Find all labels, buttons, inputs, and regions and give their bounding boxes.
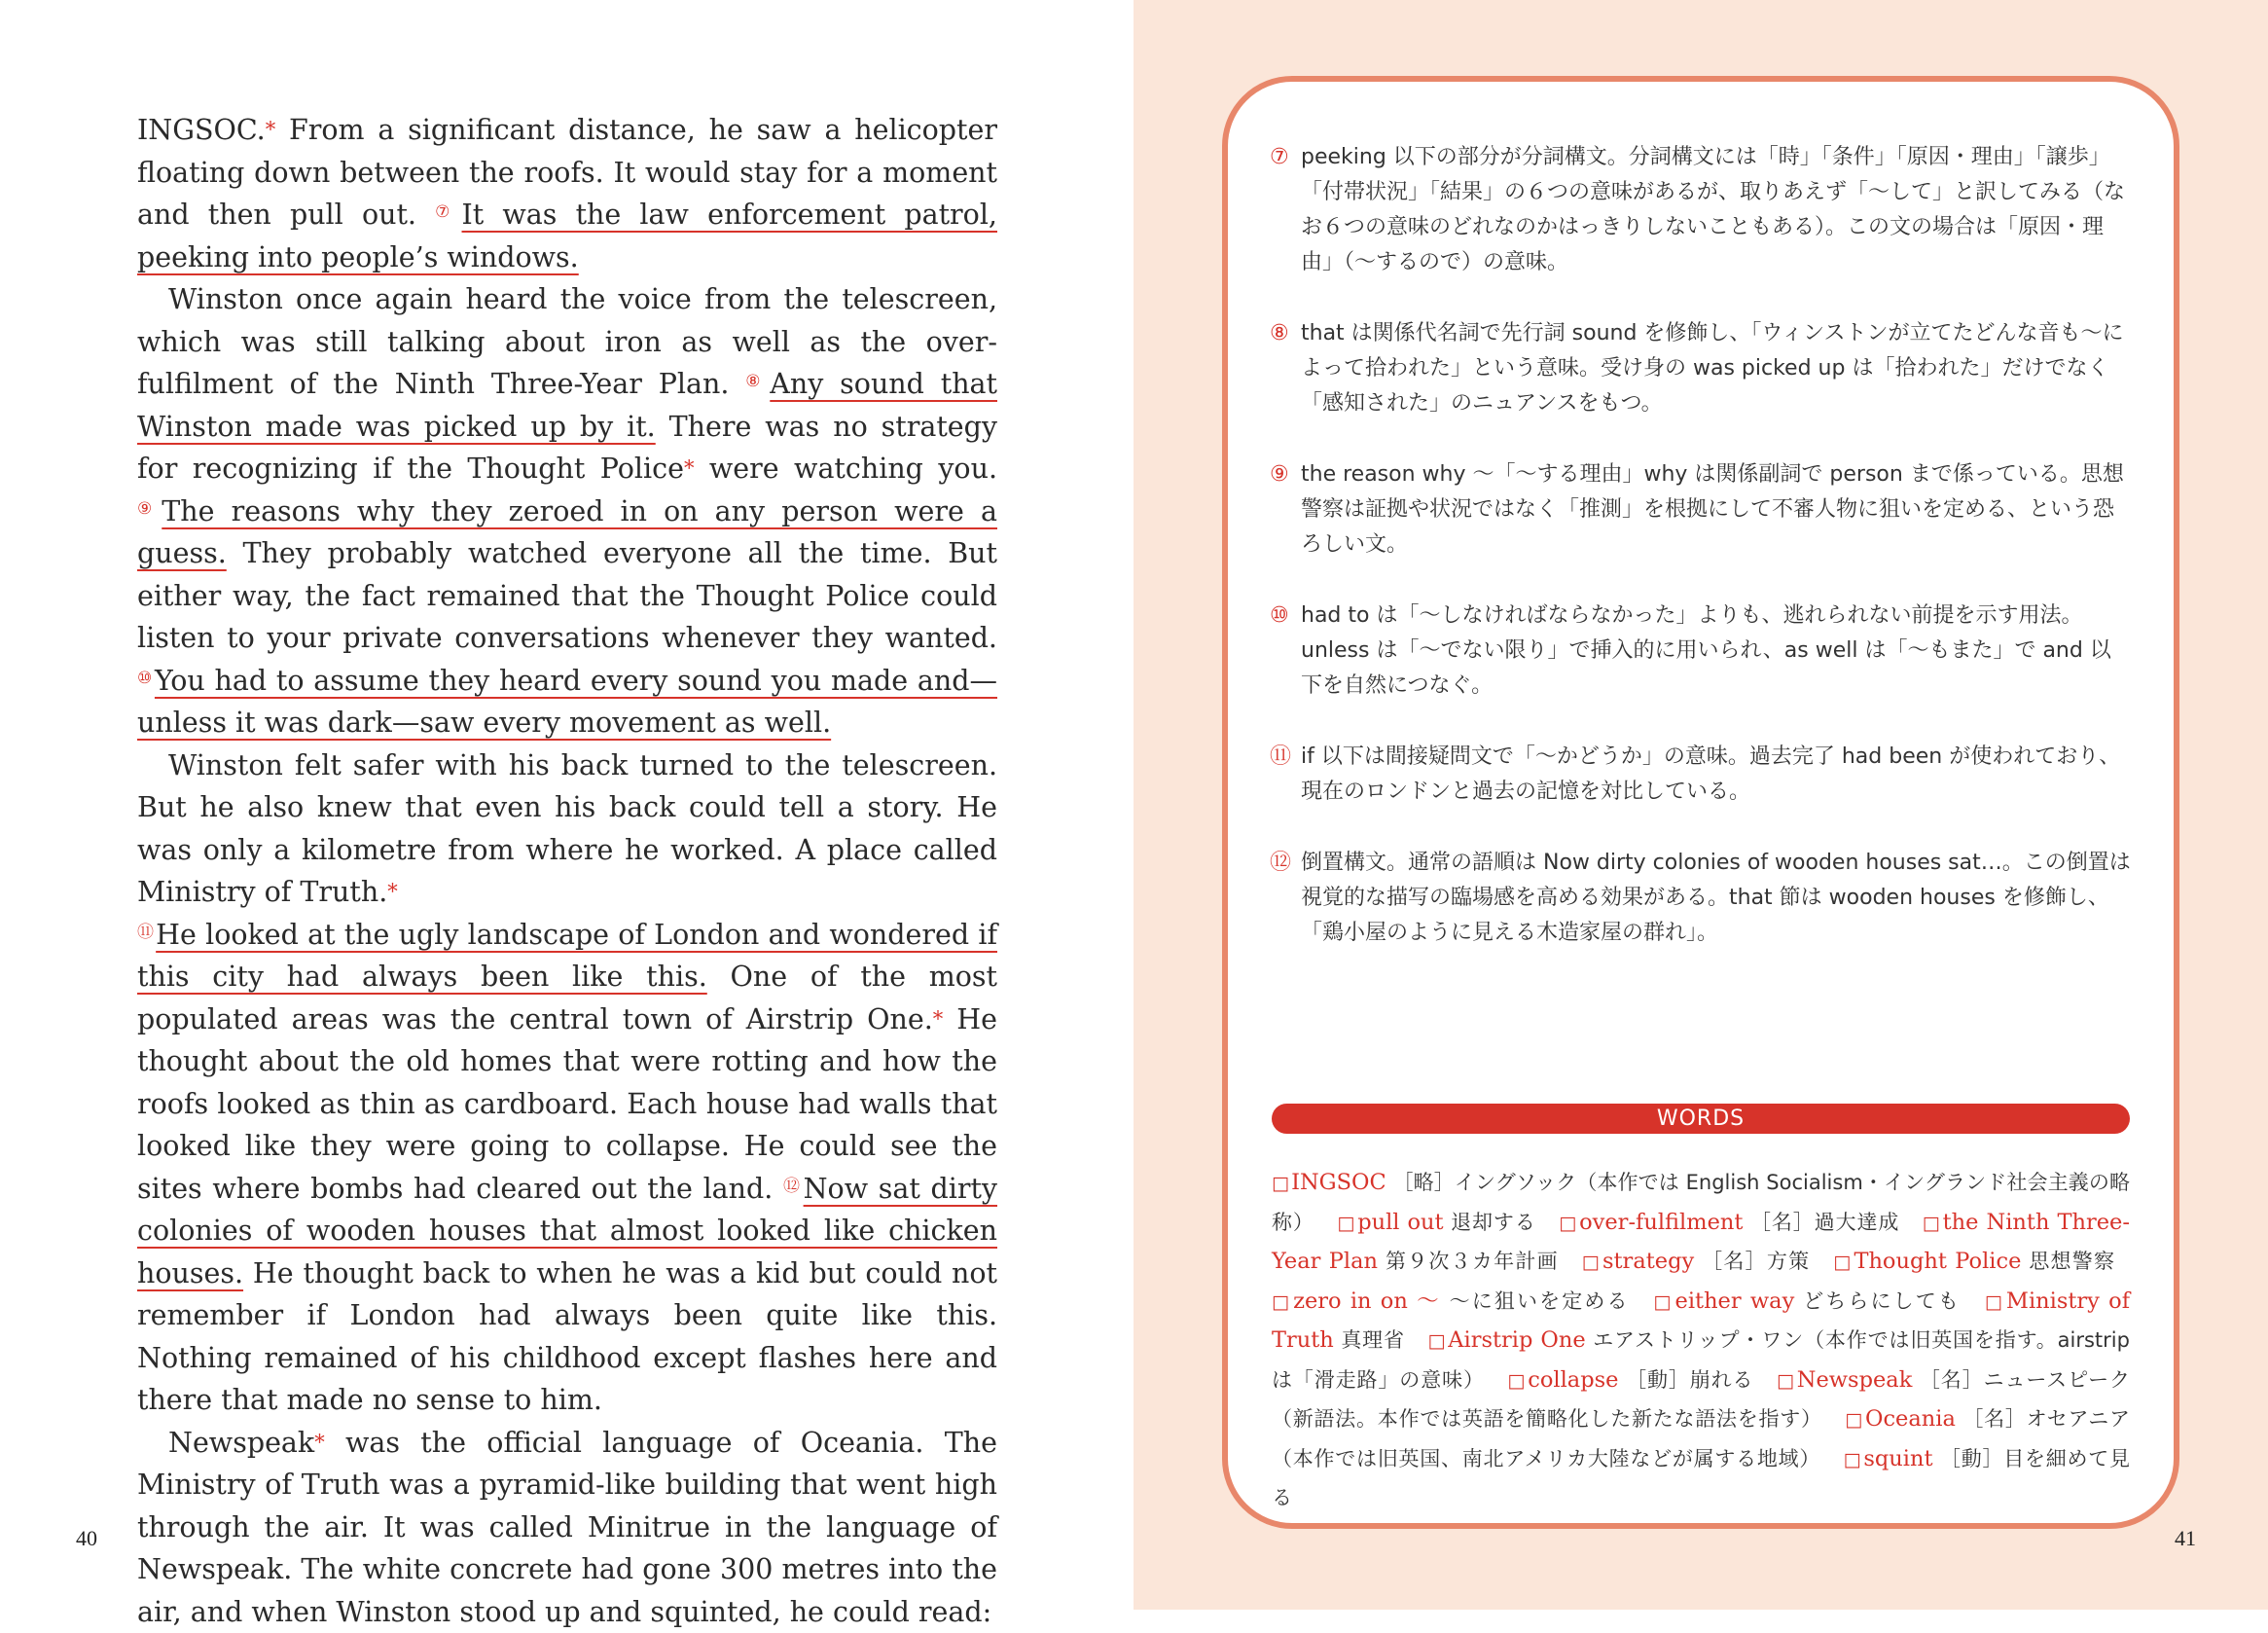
- text-run: He thought back to when he was a kid but could not remember if London had always been quite like this. Nothing remained of his childhood except flashes here and there that made no sense to him.: [137, 1257, 997, 1417]
- text-run: They probably watched everyone all the time. But either way, the fact remained that the Thought Police could listen to your private conversations whenever they wanted.: [137, 537, 997, 654]
- word-definition: エアストリップ・ワン（本作では旧英国を指す。airstrip は「滑走路」の意味）: [1272, 1328, 2130, 1392]
- word-definition: 真理省: [1341, 1328, 1405, 1352]
- word-term: □ the Ninth Three-Year Plan: [1272, 1210, 2130, 1275]
- story-paragraph: [137, 1422, 997, 1633]
- word-term: □ strategy: [1582, 1249, 1694, 1274]
- marker-10: ⑩: [137, 669, 153, 688]
- story-text: [137, 109, 997, 1633]
- marker-9: ⑨: [137, 499, 160, 519]
- text-run: was the official language of Oceania. The Ministry of Truth was a pyramid-like building that went high through the air. It was called Minitrue in the language of Newspeak. The white concrete had gone 300 metres into the air, and when Winston stood up and squinted, he could read:: [137, 1427, 997, 1628]
- note-item: [1270, 599, 2131, 704]
- note-number: ⑦: [1270, 140, 1301, 280]
- underlined-sentence-8: Any sound that Winston made was picked up by it.: [137, 368, 997, 443]
- note-text: if 以下は間接疑問文で「～かどうか」の意味。過去完了 had been が使われており、現在のロンドンと過去の記憶を対比している。: [1301, 740, 2131, 810]
- word-definition: ［名］ニュースピーク（新語法。本作では英語を簡略化した新たな語法を指す）: [1272, 1368, 2130, 1432]
- word-definition: 思想警察: [2029, 1250, 2114, 1273]
- word-term: □ squint: [1844, 1446, 1933, 1471]
- word-term: □ Newspeak: [1777, 1367, 1912, 1393]
- note-text: the reason why ～「～する理由」why は関係副詞で person まで係っている。思想警察は証拠や状況ではなく「推測」を根拠にして不審人物に狙いを定める、という恐ろしい文。: [1301, 457, 2131, 562]
- word-definition: ～に狙いを定める: [1450, 1289, 1630, 1313]
- word-term: □ Airstrip One: [1427, 1327, 1585, 1353]
- note-item: [1270, 316, 2131, 421]
- note-text: had to は「～しなければならなかった」よりも、逃れられない前提を示す用法。unless は「～でない限り」で挿入的に用いられ、as well は「～もまた」で and 以下を自然につなぐ。: [1301, 599, 2131, 704]
- word-definition: ［名］方策: [1702, 1250, 1810, 1273]
- marker-12: ⑫: [783, 1177, 802, 1196]
- marker-7: ⑦: [435, 202, 459, 222]
- note-item: [1270, 740, 2131, 810]
- story-paragraph: [137, 278, 997, 744]
- word-term: □ Thought Police: [1833, 1249, 2021, 1274]
- word-term: □ over-fulfilment: [1559, 1210, 1743, 1235]
- word-definition: ［名］過大達成: [1750, 1211, 1899, 1234]
- underlined-sentence-7: It was the law enforcement patrol, peeking into people’s windows.: [137, 199, 997, 273]
- note-number: ⑧: [1270, 316, 1301, 421]
- note-item: [1270, 846, 2131, 951]
- text-run: Newspeak: [168, 1427, 314, 1459]
- note-number: ⑩: [1270, 599, 1301, 704]
- word-term: □ Ministry of Truth: [1272, 1288, 2130, 1354]
- word-definition: ［略］イングソック（本作では English Socialism・イングランド社会主義の略称）: [1272, 1171, 2130, 1234]
- word-term: □ collapse: [1507, 1367, 1618, 1393]
- text-run: There was no strategy for recognizing if the Thought Police: [137, 411, 997, 486]
- note-number: ⑪: [1270, 740, 1301, 810]
- footnote-asterisk: *: [387, 880, 398, 903]
- marker-11: ⑪: [137, 923, 154, 942]
- notes-list: [1270, 140, 2131, 987]
- word-definition: ［動］崩れる: [1626, 1368, 1753, 1392]
- text-run: INGSOC.: [137, 114, 266, 146]
- word-term: □ either way: [1653, 1288, 1794, 1314]
- words-heading: WORDS: [1272, 1104, 2130, 1134]
- text-run: were watching you.: [694, 453, 997, 485]
- page-number-left: 40: [76, 1526, 97, 1551]
- underlined-sentence-11: He looked at the ugly landscape of London and wondered if this city had always been like this.: [137, 919, 997, 994]
- word-definition: ［名］オセアニア（本作では旧英国、南北アメリカ大陸などが属する地域）: [1272, 1407, 2130, 1470]
- text-run: Winston felt safer with his back turned to the telescreen. But he also knew that even his back could tell a story. He was only a kilometre from where he worked. A place called Ministry of Truth.: [137, 749, 997, 909]
- underlined-sentence-9: The reasons why they zeroed in on any person were a guess.: [137, 495, 997, 570]
- word-term: □ INGSOC: [1272, 1170, 1386, 1195]
- word-definition: 第９次３カ年計画: [1386, 1250, 1559, 1273]
- left-page: [0, 0, 1134, 1610]
- word-term: □ Oceania: [1845, 1406, 1956, 1432]
- note-text: that は関係代名詞で先行詞 sound を修飾し、「ウィンストンが立てたどんな音も～によって拾われた」という意味。受け身の was picked up は「拾われた」だけでなく「感知された」のニュアンスをもつ。: [1301, 316, 2131, 421]
- footnote-asterisk: *: [266, 118, 276, 141]
- page-number-right: 41: [2175, 1526, 2196, 1551]
- note-number: ⑫: [1270, 846, 1301, 951]
- note-text: peeking 以下の部分が分詞構文。分詞構文には「時」「条件」「原因・理由」「譲歩」「付帯状況」「結果」の６つの意味があるが、取りあえず「～して」と訳してみる（なお６つの意味のどれなのかはっきりしないこともある）。この文の場合は「原因・理由」（～するので）の意味。: [1301, 140, 2131, 280]
- underlined-sentence-12: Now sat dirty colonies of wooden houses that almost looked like chicken houses.: [137, 1173, 997, 1289]
- story-paragraph: [137, 109, 997, 278]
- underlined-sentence-10: You had to assume they heard every sound you made and—unless it was dark—saw every movement as well.: [137, 665, 997, 740]
- marker-8: ⑧: [745, 372, 768, 391]
- footnote-asterisk: *: [684, 456, 695, 480]
- note-item: [1270, 140, 2131, 280]
- text-run: One of the most populated areas was the central town of Airstrip One.: [137, 961, 997, 1035]
- word-definition: 退却する: [1451, 1211, 1536, 1234]
- word-definition: どちらにしても: [1803, 1289, 1961, 1313]
- note-text: 倒置構文。通常の語順は Now dirty colonies of wooden houses sat…。この倒置は視覚的な描写の臨場感を高める効果がある。that 節は wooden houses を修飾し、「鶏小屋のように見える木造家屋の群れ」。: [1301, 846, 2131, 951]
- text-run: He thought about the old homes that were rotting and how the roofs looked as thin as cardboard. Each house had walls that looked like they were going to collapse. He could see the sites where bombs had cleared out the land.: [137, 1003, 997, 1205]
- footnote-asterisk: *: [314, 1431, 325, 1454]
- text-run: From a significant distance, he saw a helicopter floating down between the roofs. It would stay for a moment and then pull out.: [137, 114, 997, 231]
- story-paragraph: [137, 744, 997, 1422]
- footnote-asterisk: *: [933, 1007, 944, 1031]
- text-run: Winston once again heard the voice from the telescreen, which was still talking about iron as well as the over-fulfilment of the Ninth Three-Year Plan.: [137, 283, 997, 400]
- word-term: □ zero in on ～: [1272, 1288, 1441, 1314]
- note-item: [1270, 457, 2131, 562]
- words-list: [1272, 1164, 2130, 1518]
- note-number: ⑨: [1270, 457, 1301, 562]
- word-definition: ［動］目を細めて見る: [1272, 1447, 2130, 1510]
- word-term: □ pull out: [1337, 1210, 1443, 1235]
